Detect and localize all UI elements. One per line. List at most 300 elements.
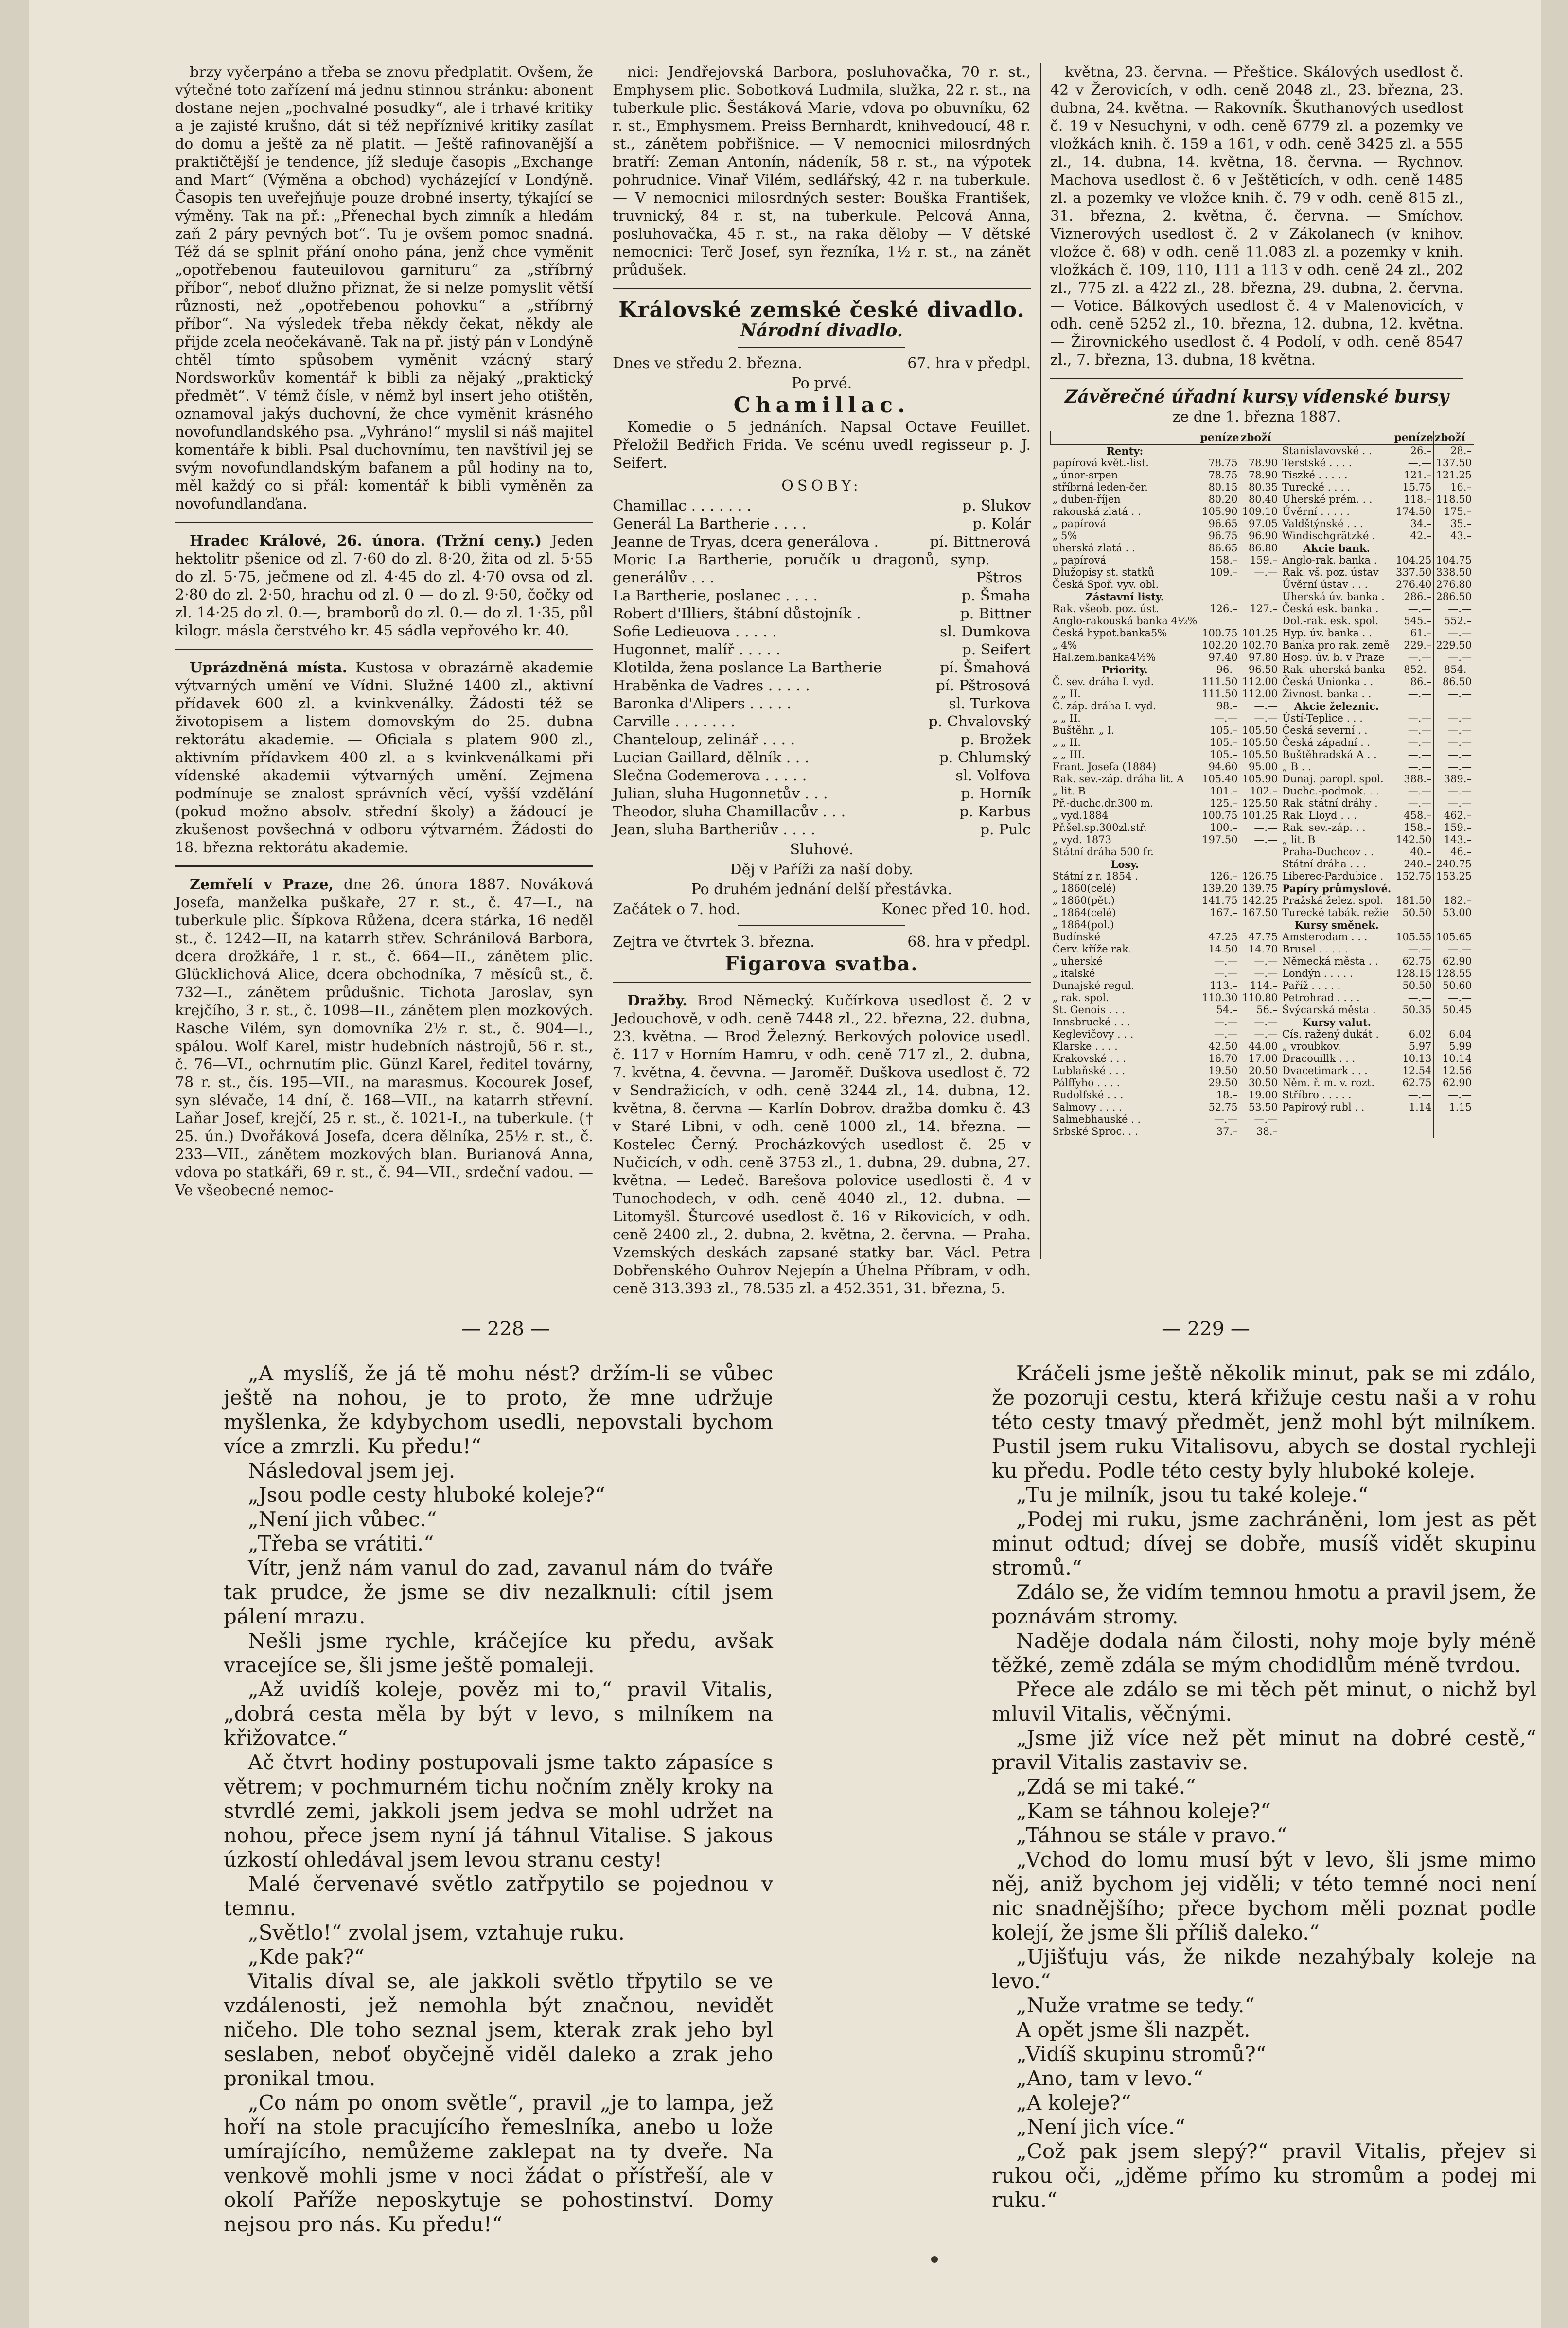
role-name: Carville . . . . . . .	[613, 713, 736, 730]
story-paragraph: Zdálo se, že vidím temnou hmotu a pravil jsem, že poznávám stromy.	[992, 1580, 1536, 1628]
role-name: Slečna Godemerova . . . . .	[613, 767, 807, 784]
goods-price: 182.–	[1434, 895, 1474, 907]
goods-price: —.—	[1434, 724, 1474, 737]
money-price: 86.–	[1393, 676, 1434, 688]
exchange-row	[1051, 1126, 1474, 1138]
goods-price: 854.–	[1434, 664, 1474, 676]
goods-price: 105.65	[1434, 931, 1474, 943]
header-blank	[1051, 431, 1199, 445]
goods-price: 6.04	[1434, 1028, 1474, 1041]
security-name: Kursy valut.	[1280, 1016, 1393, 1028]
money-price: 105.40	[1199, 773, 1240, 785]
security-name: Hyp. úv. banka . .	[1280, 627, 1393, 639]
exchange-row	[1051, 1053, 1474, 1065]
goods-price: 276.80	[1434, 579, 1474, 591]
money-price: 62.75	[1393, 955, 1434, 968]
money-price: 61.–	[1393, 627, 1434, 639]
story-paragraph: „Vchod do lomu musí být v levo, šli jsme mimo něj, aniž bychom jej viděli; v této temné noci není nic snadnějšího; přece bychom měli poznat podle kolejí, že jsme šli příliš daleko.“	[992, 1848, 1536, 1944]
story-paragraph: „Třeba se vrátiti.“	[248, 1532, 434, 1555]
exchange-table	[1050, 431, 1474, 1138]
auctions-text: Brod Německý. Kučírkova usedlost č. 2 v Jedouchově, v odh. ceně 7448 zl., 22. března, 22. dubna, 23. května. — Brod Železný. Berkových polovice usedl. č. 117 v Horním Hamru, v odh. ceně 717 zl., 2. dubna, 7. května, 4. čevvna. — Jaroměř. Duškova usedlost č. 72 v Sendražicích, v odh. ceně 3244 zl., 14. dubna, 12. května, 8. června — Karlín Dobrov. dražba domku č. 43 v Staré Libni, v odh. ceně 1000 zl., 14. března. — Kostelec Černý. Procházkových usedlost č. 25 v Nučicích, v odh. ceně 3753 zl., 1. dubna, 29. dubna, 27. května. — Ledeč. Barešova polovice usedlosti č. 4 v Tunochodech, v odh. ceně 4040 zl., 12. dubna. — Litomyšl. Šturcové usedlost č. 16 v Rikovicích, v odh. ceně 2400 zl., 2. dubna, 2. května, 2. června. — Praha. Vzemských deskách zapsané statky bar. Václ. Petra Dobřenského Ouhrov Nejepín a Úhelna Příbram, v odh. ceně 313.393 zl., 78.535 zl. a 452.351, 31. března, 5.	[613, 992, 1031, 1297]
money-price: 78.75	[1199, 457, 1240, 469]
exchange-row	[1051, 1016, 1474, 1028]
cast-row	[613, 713, 1031, 731]
goods-price: —.—	[1434, 761, 1474, 773]
goods-price	[1240, 846, 1280, 858]
goods-price	[1434, 919, 1474, 931]
security-name: Pálffyho . . . .	[1051, 1077, 1199, 1089]
story-paragraph: „Ano, tam v levo.“	[1016, 2066, 1203, 2090]
goods-price	[1240, 445, 1280, 458]
money-price: 141.75	[1199, 895, 1240, 907]
goods-price: —.—	[1434, 943, 1474, 955]
money-price: 181.50	[1393, 895, 1434, 907]
column-3	[1050, 63, 1472, 1288]
role-name: Baronka d'Alipers . . . . .	[613, 695, 792, 712]
role-name: Theodor, sluha Chamillacův . . .	[613, 803, 846, 820]
divider	[175, 522, 593, 523]
goods-price	[1240, 919, 1280, 931]
header-goods: zboží	[1434, 431, 1474, 445]
security-name: Státní z r. 1854 .	[1051, 870, 1199, 882]
security-name: Živnost. banka . .	[1280, 688, 1393, 700]
money-price: 97.40	[1199, 652, 1240, 664]
money-price: —.—	[1393, 943, 1434, 955]
role-name: Chanteloup, zelinář . . . .	[613, 731, 795, 748]
money-price: 18.–	[1199, 1089, 1240, 1101]
exchange-row	[1051, 506, 1474, 518]
play-title: Chamillac.	[733, 393, 910, 418]
money-price: 118.–	[1393, 494, 1434, 506]
goods-price: 159.–	[1434, 822, 1474, 834]
security-name: „ uherské	[1051, 955, 1199, 968]
header-money: peníze	[1200, 431, 1239, 444]
goods-price: 126.75	[1240, 870, 1280, 882]
end-time: Konec před 10. hod.	[881, 901, 1031, 918]
goods-price: 53.50	[1240, 1101, 1280, 1113]
security-name: Buštěhr. „ I.	[1051, 724, 1199, 737]
money-price: —.—	[1393, 737, 1434, 749]
exchange-row	[1051, 579, 1474, 591]
cast-row	[613, 551, 1031, 587]
actor-name: sl. Volfova	[955, 767, 1031, 784]
goods-price: 97.80	[1240, 652, 1280, 664]
money-price: 545.–	[1393, 615, 1434, 627]
money-price	[1393, 700, 1434, 712]
upper-newspaper-section	[175, 63, 1472, 1297]
money-price: 104.25	[1393, 554, 1434, 566]
goods-price: 50.45	[1434, 1004, 1474, 1016]
money-price: 42.–	[1393, 530, 1434, 542]
exchange-row	[1051, 445, 1474, 458]
money-price: —.—	[1393, 761, 1434, 773]
exchange-row	[1051, 554, 1474, 566]
money-price: 286.–	[1393, 591, 1434, 603]
goods-price: 62.90	[1434, 955, 1474, 968]
exchange-row	[1051, 907, 1474, 919]
security-name: Salmebhauské . .	[1051, 1113, 1199, 1126]
security-name: Innsbrucké . . .	[1051, 1016, 1199, 1028]
security-name: Dunajské regul.	[1051, 980, 1199, 992]
goods-price: 16.–	[1434, 481, 1474, 494]
goods-price	[1240, 591, 1280, 603]
security-name: Windischgrätzké .	[1280, 530, 1393, 542]
cast-heading: OSOBY:	[781, 477, 862, 494]
money-price	[1393, 1126, 1434, 1138]
security-name: Amsterodam . . .	[1280, 931, 1393, 943]
money-price: —.—	[1393, 749, 1434, 761]
security-name: Terstské . . . .	[1280, 457, 1393, 469]
security-name: Akcie bank.	[1280, 542, 1393, 554]
money-price	[1393, 1016, 1434, 1028]
security-name: uherská zlatá . .	[1051, 542, 1199, 554]
vacancies-heading: Uprázdněná místa.	[190, 659, 348, 676]
story-paragraph: Kráčeli jsme ještě několik minut, pak se mi zdálo, že pozoruji cestu, která křižuje cestu naši a v rohu této cesty tmavý předmět, jenž mohl být milníkem. Pustil jsem ruku Vitalisovu, abych se dostal rychleji ku předu. Podle této cesty byly hluboké koleje.	[992, 1361, 1536, 1482]
goods-price: —.—	[1240, 834, 1280, 846]
exchange-row	[1051, 773, 1474, 785]
role-name: Generál La Bartherie . . . .	[613, 515, 807, 532]
goods-price: 142.25	[1240, 895, 1280, 907]
security-name: „ vyd. 1873	[1051, 834, 1199, 846]
tomorrow-date: Zejtra ve čtvrtek 3. března.	[613, 934, 815, 951]
security-name: Česká hypot.banka5%	[1051, 627, 1199, 639]
goods-price: 112.00	[1240, 688, 1280, 700]
money-price: 337.50	[1393, 566, 1434, 579]
security-name: Turecké tabák. režie	[1280, 907, 1393, 919]
article-exchange: brzy vyčerpáno a třeba se znovu předplatit. Ovšem, že výtečné toto zařízení má jednu stinnou stránku: abonent dostane nejen „pochvalné posudky“, ale i trhavé kritiky a je zajisté krušno, dát si též nepříznivé kritiky zasílat do domu a ještě za ně platit. — Ještě rafinovanější a praktičtější je tendence, jíž sleduje časopis „Exchange and Mart“ (Výměna a obchod) vycházející v Londýně. Časopis ten uveřejňuje pouze drobné inserty, týkající se výměny. Tak na př.: „Přenechal bych zimník a hledám zaň 2 páry pevných bot“. Tu je ovšem pomoc snadná. Též dá se splnit přání onoho pána, jenž chce vyměnit „opotřebenou fauteuilovou garnituru“ za „stříbrný příbor“, neboť dlužno přiznat, že si nelze pomyslit větší různosti, než „opotřebenou pohovku“ a „stříbrný příbor“. Na výsledek třeba někdy čekat, někdy ale přijde zcela neočekávaně. Tak na př. jistý pán v Londýně chtěl tímto spůsobem vyměnit vzácný starý Nordsworkův komentář k bibli za nějaký „praktický předmět“. V témž čísle, v němž byl insert jeho otištěn, oznamoval jakýs duchovní, že chce vyměnit krásného novofundlandského psa. „Vyhráno!“ myslil si náš majitel komentáře k bibli. Psal duchovnímu, ten navštívil jej se svým novofundlandským bafanem a půl hodiny na to, měl každý co si přál: komentář k bibli vyměněn za novofundlanďana.	[175, 64, 593, 512]
story-paragraph: „Kam se táhnou koleje?“	[1016, 1799, 1271, 1823]
money-price: 37.–	[1199, 1126, 1240, 1138]
security-name: Salmovy . . . .	[1051, 1101, 1199, 1113]
story-paragraph: Následoval jsem jej.	[248, 1459, 456, 1482]
goods-price: 286.50	[1434, 591, 1474, 603]
exchange-row	[1051, 895, 1474, 907]
security-name: Rak. sev.-záp. . .	[1280, 822, 1393, 834]
security-name: „ duben-říjen	[1051, 494, 1199, 506]
goods-price: 5.99	[1434, 1041, 1474, 1053]
goods-price: 62.90	[1434, 1077, 1474, 1089]
goods-price: 552.–	[1434, 615, 1474, 627]
theatre-heading: Královské zemské české divadlo.	[618, 298, 1025, 322]
goods-price: 17.00	[1240, 1053, 1280, 1065]
goods-price: —.—	[1240, 700, 1280, 712]
play-description: Komedie o 5 jednáních. Napsal Octave Feuillet. Přeložil Bedřich Frida. Ve scénu uvedl regisseur p. J. Seifert.	[613, 419, 1031, 472]
performance-date-row	[613, 354, 1031, 372]
security-name: Rak. sev.-záp. dráha lit. A	[1051, 773, 1199, 785]
security-name: Dlužopisy st. statků	[1051, 566, 1199, 579]
tomorrow-row	[613, 933, 1031, 951]
cast-list	[613, 497, 1031, 839]
cast-row	[613, 677, 1031, 695]
money-price: 10.13	[1393, 1053, 1434, 1065]
security-name: papírová květ.-list.	[1051, 457, 1199, 469]
money-price: 110.30	[1199, 992, 1240, 1004]
goods-price: 114.–	[1240, 980, 1280, 992]
money-price: —.—	[1393, 688, 1434, 700]
goods-price: 229.50	[1434, 639, 1474, 652]
money-price: 86.65	[1199, 542, 1240, 554]
security-name: „ 5%	[1051, 530, 1199, 542]
goods-price: —.—	[1434, 1089, 1474, 1101]
exchange-row	[1051, 992, 1474, 1004]
money-price	[1199, 591, 1240, 603]
premiere-note: Po prvé.	[791, 375, 852, 392]
exchange-row	[1051, 882, 1474, 895]
goods-price: —.—	[1240, 955, 1280, 968]
cast-row	[613, 623, 1031, 641]
security-name: Česká Spoř. vyv. obl.	[1051, 579, 1199, 591]
security-name: „ 1864(pol.)	[1051, 919, 1199, 931]
actor-name: sl. Turkova	[949, 695, 1031, 712]
cast-row	[613, 731, 1031, 749]
actor-name: p. Slukov	[962, 497, 1031, 514]
story-paragraph: Vitalis díval se, ale jakkoli světlo třpytilo se ve vzdálenosti, jež nemohla být značnou, nevidět ničeho. Dle toho seznal jsem, kterak zrak jeho byl seslaben, neboť obyčejně viděl daleko a zrak jeho pronikal tmou.	[224, 1969, 773, 2090]
money-price: 388.–	[1393, 773, 1434, 785]
actor-name: sl. Dumkova	[940, 623, 1031, 640]
exchange-row	[1051, 712, 1474, 724]
actor-name: p. Karbus	[959, 803, 1031, 820]
security-name: „ papírová	[1051, 554, 1199, 566]
exchange-row	[1051, 700, 1474, 712]
goods-price: 128.55	[1434, 968, 1474, 980]
money-price: 62.75	[1393, 1077, 1434, 1089]
goods-price: 35.–	[1434, 518, 1474, 530]
deaths-prague	[175, 876, 593, 1199]
money-price: 142.50	[1393, 834, 1434, 846]
security-name: Rak. vš. poz. ústav	[1280, 566, 1393, 579]
security-name: Č. sev. dráha I. vyd.	[1051, 676, 1199, 688]
story-paragraph: „Jsme již více než pět minut na dobré cestě,“ pravil Vitalis zastaviv se.	[992, 1726, 1536, 1774]
security-name: Krakovské . . .	[1051, 1053, 1199, 1065]
security-name: „ lit. B	[1051, 785, 1199, 797]
divider	[1050, 378, 1463, 379]
exchange-rows	[1051, 445, 1474, 1138]
money-price: —.—	[1199, 955, 1240, 968]
goods-price: 105.50	[1240, 737, 1280, 749]
security-name: Uherská úv. banka .	[1280, 591, 1393, 603]
security-name: „ 4%	[1051, 639, 1199, 652]
security-name: Hal.zem.banka4½%	[1051, 652, 1199, 664]
story-left-page	[224, 1361, 773, 2237]
role-name: Robert d'Illiers, štábní důstojník .	[613, 605, 861, 622]
story-paragraph: „Kde pak?“	[248, 1945, 365, 1969]
exchange-row	[1051, 810, 1474, 822]
intermission-note: Po druhém jednání delší přestávka.	[691, 881, 952, 898]
exchange-row	[1051, 1065, 1474, 1077]
money-price: 197.50	[1199, 834, 1240, 846]
security-name: Priority.	[1051, 664, 1199, 676]
money-price: 126.–	[1199, 870, 1240, 882]
goods-price: —.—	[1434, 627, 1474, 639]
divider	[738, 347, 905, 348]
exchange-row	[1051, 627, 1474, 639]
security-name: Úvěrní ústav . . .	[1280, 579, 1393, 591]
goods-price: 127.–	[1240, 603, 1280, 615]
security-name: Rak. Lloyd . . .	[1280, 810, 1393, 822]
security-name: Akcie železnic.	[1280, 700, 1393, 712]
money-price: 229.–	[1393, 639, 1434, 652]
security-name: Německá města . .	[1280, 955, 1393, 968]
cast-row	[613, 767, 1031, 785]
times-row	[613, 900, 1031, 918]
security-name: Zástavní listy.	[1051, 591, 1199, 603]
security-name: Keglevičovy . . .	[1051, 1028, 1199, 1041]
story-paragraph: Přece ale zdálo se mi těch pět minut, o nichž byl mluvil Vitalis, věčnými.	[992, 1677, 1536, 1726]
exchange-row	[1051, 761, 1474, 773]
goods-price	[1434, 1126, 1474, 1138]
money-price: 96.–	[1199, 664, 1240, 676]
money-price: 101.–	[1199, 785, 1240, 797]
role-name: Hraběnka de Vadres . . . . .	[613, 677, 810, 694]
money-price: —.—	[1199, 968, 1240, 980]
column-2	[613, 63, 1031, 1297]
goods-price: 101.25	[1240, 810, 1280, 822]
money-price: 158.–	[1199, 554, 1240, 566]
cast-row	[613, 659, 1031, 677]
actor-name: p. Pštros	[976, 551, 1022, 586]
role-name: Hugonnet, malíř . . . . .	[613, 641, 781, 658]
exchange-row	[1051, 858, 1474, 870]
security-name: Rak.-uherská banka	[1280, 664, 1393, 676]
exchange-row	[1051, 481, 1474, 494]
goods-price: 50.60	[1434, 980, 1474, 992]
money-price: 102.20	[1199, 639, 1240, 652]
security-name: Česká esk. banka .	[1280, 603, 1393, 615]
exchange-row	[1051, 664, 1474, 676]
money-price: 167.–	[1199, 907, 1240, 919]
goods-price: 10.14	[1434, 1053, 1474, 1065]
auctions-continued: května, 23. června. — Přeštice. Skálových usedlost č. 42 v Žerovicích, v odh. ceně 2048 zl., 23. března, 23. dubna, 24. května. — Rakovník. Škuthanových usedlost č. 19 v Nesuchyni, v odh. ceně 6779 zl. a pozemky ve vložkách knih. č. 159 a 161, v odh. ceně 3425 zl. a 555 zl., 14. dubna, 14. května, 18. června. — Rychnov. Machova usedlost č. 6 v Ještěticích, v odh. ceně 1485 zl. a pozemky ve vložce knih. č. 79 v odh. ceně 815 zl., 31. března, 2. května, č. června. — Smíchov. Viznerových usedlost č. 2 v Zákolanech (v knihov. vložce č. 68) v odh. ceně 11.083 zl. a pozemky v knih. vložkách č. 109, 110, 111 a 113 v odh. ceně 24 zl., 202 zl., 775 zl. a 422 zl., 28. března, 29. dubna, 2. června. — Votice. Bálkových usedlost č. 4 v Malenovicích, v odh. ceně 5252 zl., 10. března, 12. dubna, 12. května. — Žirovnického usedlost č. 4 Podolí, v odh. ceně 8547 zl., 7. března, 13. dubna, 18 května.	[1050, 64, 1463, 369]
page-number-right: — 229 —	[1162, 1318, 1250, 1340]
goods-price: 86.50	[1434, 676, 1474, 688]
money-price: 78.75	[1199, 469, 1240, 481]
security-name: Praha-Duchcov . .	[1280, 846, 1393, 858]
money-price: 80.15	[1199, 481, 1240, 494]
goods-price: —.—	[1434, 688, 1474, 700]
goods-price: 102.–	[1240, 785, 1280, 797]
money-price: —.—	[1199, 1113, 1240, 1126]
money-price: 105.55	[1393, 931, 1434, 943]
actor-name: p. Chlumský	[939, 749, 1031, 766]
goods-price: 43.–	[1434, 530, 1474, 542]
goods-price	[1434, 1113, 1474, 1126]
security-name: Valdštýnské . . .	[1280, 518, 1393, 530]
exchange-row	[1051, 615, 1474, 627]
goods-price: 96.50	[1240, 664, 1280, 676]
actor-name: p. Kolár	[972, 515, 1031, 532]
cast-row	[613, 587, 1031, 605]
exchange-row	[1051, 1089, 1474, 1101]
goods-price: 462.–	[1434, 810, 1474, 822]
money-price: 109.–	[1199, 566, 1240, 579]
goods-price: 102.70	[1240, 639, 1280, 652]
security-name: Losy.	[1051, 858, 1199, 870]
security-name: Liberec-Pardubice .	[1280, 870, 1393, 882]
money-price: 6.02	[1393, 1028, 1434, 1041]
tomorrow-play: Figarova svatba.	[724, 952, 919, 975]
money-price: 54.–	[1199, 1004, 1240, 1016]
goods-price	[1434, 700, 1474, 712]
goods-price: 19.00	[1240, 1089, 1280, 1101]
story-paragraph: „Tu je milník, jsou tu také koleje.“	[1016, 1483, 1369, 1507]
actor-name: p. Chvalovský	[928, 713, 1031, 730]
money-price: —.—	[1393, 797, 1434, 810]
goods-price: 47.75	[1240, 931, 1280, 943]
money-price: —.—	[1393, 785, 1434, 797]
goods-price: 109.10	[1240, 506, 1280, 518]
security-name: Buštěhradská A . .	[1280, 749, 1393, 761]
exchange-row	[1051, 652, 1474, 664]
goods-price: 38.–	[1240, 1126, 1280, 1138]
money-price: 94.60	[1199, 761, 1240, 773]
deaths-text: dne 26. února 1887. Nováková Josefa, manželka puškaře, 27 r. st., č. 47—I., na tuberkule plic. Šípkova Růžena, dcera stárka, 16 neděl st., č. 1242—II, na katarrh střev. Schránilová Barbora, dcera drožkáře, 1 r. st., č. 664—II., zánětem plic. Glücklichová Alice, dcera obchodníka, 7 měsíců st., č. 732—I., zánětem průdušnic. Tichota Jaroslav, syn krejčího, 3 r. st., č. 1098—II., zánětem plen mozkových. Rasche Vilém, syn domovníka 2½ r. st., č. 904—I., spálou. Wolf Karel, mistr hudebních nástrojů, 56 r. st., č. 76—VI., ochrnutím plic. Günzl Karel, ředitel továrny, 78 r. st., čís. 195—VII., na marasmus. Kocourek Josef, syn slévače, 14 dní, č. 168—VII., na katarrh střevní. Laňar Josef, krejčí, 25 r. st., č. 1021-I., na tuberkule. († 25. ún.) Dvořáková Josefa, dcera dělníka, 25½ r. st., č. 233—VII., zánětem mozkových blan. Burianová Anna, vdova po statkáři, 69 r. st., č. 94—VII., srdeční vadou. — Ve všeobecné nemoc-	[175, 876, 593, 1199]
security-name: Frant. Josefa (1884)	[1051, 761, 1199, 773]
goods-price: —.—	[1434, 992, 1474, 1004]
security-name: Klarske . . . .	[1051, 1041, 1199, 1053]
story-paragraph: „Co nám po onom světle“, pravil „je to lampa, jež hoří na stole pracujícího řemeslníka, anebo u lože umírajícího, nemůžeme zaklepat na ty dveře. Na venkově mohli jsme v noci žádat o přístřeší, ale v okolí Paříže neposkytuje se pohostinství. Domy nejsou pro nás. Ku předu!“	[224, 2091, 773, 2236]
money-price: 12.54	[1393, 1065, 1434, 1077]
security-name: Státní dráha . . .	[1280, 858, 1393, 870]
divider	[175, 649, 593, 650]
story-paragraph: „Podej mi ruku, jsme zachráněni, lom jest as pět minut odtud; dívej se dobře, musíš vidět skupinu stromů.“	[992, 1507, 1536, 1580]
goods-price: 46.–	[1434, 846, 1474, 858]
divider	[613, 288, 1031, 289]
security-name: „ „ II.	[1051, 712, 1199, 724]
money-price: 105.–	[1199, 749, 1240, 761]
security-name: „ „ III.	[1051, 749, 1199, 761]
goods-price: 153.25	[1434, 870, 1474, 882]
goods-price: —.—	[1240, 712, 1280, 724]
goods-price: —.—	[1240, 1028, 1280, 1041]
money-price: 100.75	[1199, 810, 1240, 822]
security-name: Hosp. úv. b. v Praze	[1280, 652, 1393, 664]
money-price: —.—	[1393, 992, 1434, 1004]
actor-name: p. Seifert	[962, 641, 1031, 658]
role-name: La Bartherie, poslanec . . . .	[613, 587, 818, 604]
story-paragraph: Naděje dodala nám čilosti, nohy moje byly méně těžké, země zdála se mým chodidlům méně tvrdou.	[992, 1629, 1536, 1677]
money-price: —.—	[1393, 712, 1434, 724]
goods-price: 110.80	[1240, 992, 1280, 1004]
goods-price: 104.75	[1434, 554, 1474, 566]
money-price: 458.–	[1393, 810, 1434, 822]
vacancies	[175, 659, 593, 857]
money-price: 16.70	[1199, 1053, 1240, 1065]
goods-price	[1434, 542, 1474, 554]
security-name: Brusel . . . . .	[1280, 943, 1393, 955]
money-price: 15.75	[1393, 481, 1434, 494]
goods-price: —.—	[1434, 737, 1474, 749]
goods-price: —.—	[1434, 797, 1474, 810]
goods-price: —.—	[1434, 749, 1474, 761]
money-price	[1393, 919, 1434, 931]
story-paragraph: „Ujišťuju vás, že nikde nezahýbaly koleje na levo.“	[992, 1945, 1536, 1993]
security-name: stříbrná leden-čer.	[1051, 481, 1199, 494]
money-price: 105.–	[1199, 737, 1240, 749]
security-name: „ 1864(celé)	[1051, 907, 1199, 919]
cast-row	[613, 605, 1031, 623]
money-price: —.—	[1393, 1089, 1434, 1101]
security-name: Rudolfské . . .	[1051, 1089, 1199, 1101]
money-price: 1.14	[1393, 1101, 1434, 1113]
newspaper-page	[29, 0, 1541, 2328]
role-name: Jeanne de Tryas, dcera generálova .	[613, 533, 879, 550]
money-price: 852.–	[1393, 664, 1434, 676]
story-paragraph: „Není jich více.“	[1016, 2115, 1185, 2139]
money-price: 100.–	[1199, 822, 1240, 834]
money-price: 100.75	[1199, 627, 1240, 639]
goods-price: 167.50	[1240, 907, 1280, 919]
security-name: Rak. státní dráhy .	[1280, 797, 1393, 810]
